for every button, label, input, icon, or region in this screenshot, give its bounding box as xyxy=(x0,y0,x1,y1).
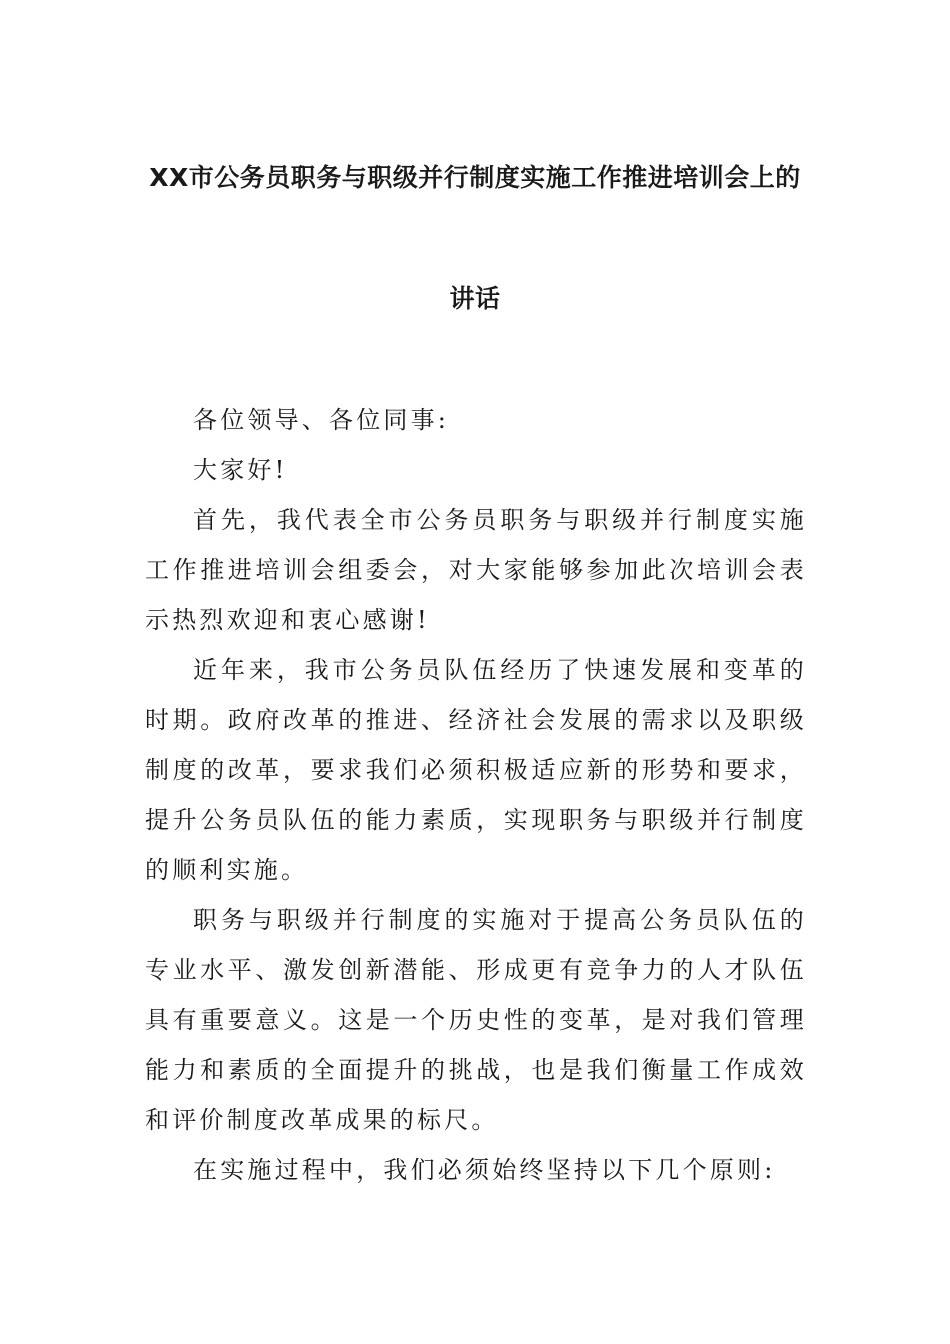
document-title-line-1: XX市公务员职务与职级并行制度实施工作推进培训会上的 xyxy=(149,163,801,192)
body-paragraph: 职务与职级并行制度的实施对于提高公务员队伍的专业水平、激发创新潜能、形成更有竞争力的人才队伍具有重要意义。这是一个历史性的变革，是对我们管理能力和素质的全面提升的挑战，也是我们衡量工作成效和评价制度改革成果的标尺。 xyxy=(145,906,807,1134)
salutation: 各位领导、各位同事: xyxy=(193,406,450,434)
body-paragraph: 首先，我代表全市公务员职务与职级并行制度实施工作推进培训会组委会，对大家能够参加此次培训会表示热烈欢迎和衷心感谢! xyxy=(145,506,807,634)
body-paragraph: 近年来，我市公务员队伍经历了快速发展和变革的时期。政府改革的推进、经济社会发展的需求以及职级制度的改革，要求我们必须积极适应新的形势和要求，提升公务员队伍的能力素质，实现职务与职级并行制度的顺利实施。 xyxy=(145,656,807,884)
document-title-line-2: 讲话 xyxy=(449,284,501,313)
body-paragraph: 在实施过程中，我们必须始终坚持以下几个原则: xyxy=(193,1156,776,1184)
greeting: 大家好! xyxy=(193,456,288,484)
document-body xyxy=(145,395,807,1195)
